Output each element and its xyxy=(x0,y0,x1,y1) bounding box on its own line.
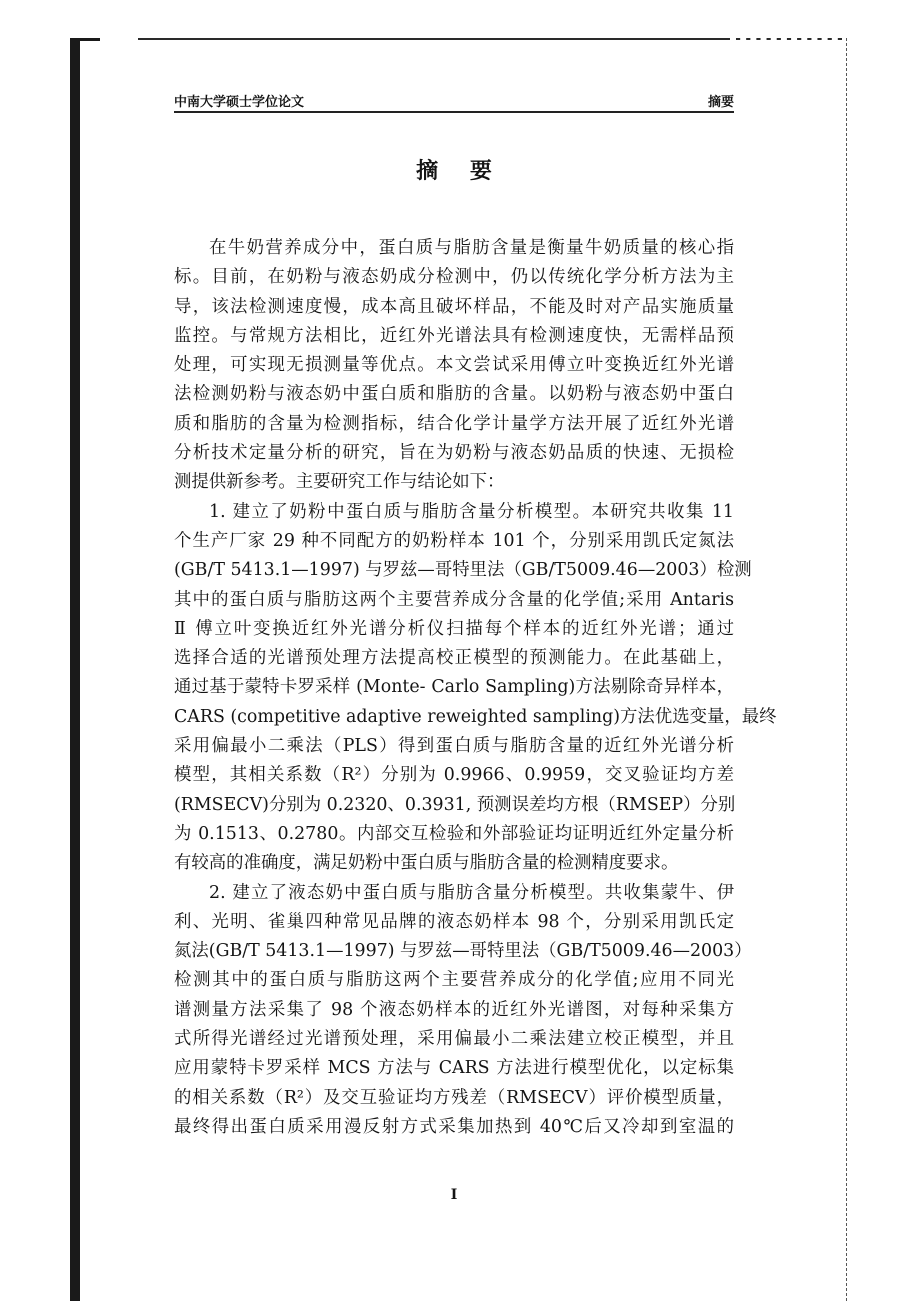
scan-edge-right xyxy=(846,38,847,1301)
page-title: 摘 要 xyxy=(416,158,504,184)
paragraph-2-line-3: (GB/T 5413.1—1997) 与罗兹—哥特里法（GB/T5009.46—2003）检测 xyxy=(174,560,752,581)
paragraph-2-line-12: 为 0.1513、0.2780。内部交互检验和外部验证均证明近红外定量分析 xyxy=(174,823,734,844)
paragraph-1-line-6: 法检测奶粉与液态奶中蛋白质和脂肪的含量。以奶粉与液态奶中蛋白 xyxy=(174,384,734,405)
paragraph-3-line-2: 利、光明、雀巢四种常见品牌的液态奶样本 98 个，分别采用凯氏定 xyxy=(174,911,734,932)
paragraph-2-line-2: 个生产厂家 29 种不同配方的奶粉样本 101 个，分别采用凯氏定氮法 xyxy=(174,530,734,551)
paragraph-3-line-9: 最终得出蛋白质采用漫反射方式采集加热到 40℃后又冷却到室温的 xyxy=(174,1116,734,1137)
paragraph-3-line-7: 应用蒙特卡罗采样 MCS 方法与 CARS 方法进行模型优化，以定标集 xyxy=(174,1058,734,1079)
paragraph-1-line-5: 处理，可实现无损测量等优点。本文尝试采用傅立叶变换近红外光谱 xyxy=(174,355,734,376)
paragraph-1-line-4: 监控。与常规方法相比，近红外光谱法具有检测速度快，无需样品预 xyxy=(174,325,734,346)
paragraph-3-line-1: 2. 建立了液态奶中蛋白质与脂肪含量分析模型。共收集蒙牛、伊 xyxy=(209,882,734,903)
paragraph-3-line-5: 谱测量方法采集了 98 个液态奶样本的近红外光谱图，对每种采集方 xyxy=(174,999,734,1020)
scan-edge-left xyxy=(70,38,80,1301)
paragraph-2-line-4: 其中的蛋白质与脂肪这两个主要营养成分含量的化学值;采用 Antaris xyxy=(174,589,734,610)
header-section-name: 摘要 xyxy=(707,95,734,110)
abstract-body xyxy=(174,234,777,1142)
scan-edge-left-top xyxy=(70,38,100,41)
paragraph-3-line-3: 氮法(GB/T 5413.1—1997) 与罗兹—哥特里法（GB/T5009.46—2003） xyxy=(174,941,752,962)
paragraph-2-line-6: 选择合适的光谱预处理方法提高校正模型的预测能力。在此基础上， xyxy=(174,648,734,669)
paragraph-1-line-1: 在牛奶营养成分中，蛋白质与脂肪含量是衡量牛奶质量的核心指 xyxy=(209,238,734,258)
page-number: I xyxy=(450,1187,458,1203)
header-thesis-title: 中南大学硕士学位论文 xyxy=(174,95,305,110)
paragraph-2-line-5: Ⅱ 傅立叶变换近红外光谱分析仪扫描每个样本的近红外光谱；通过 xyxy=(174,618,734,639)
paragraph-2-line-1: 1. 建立了奶粉中蛋白质与脂肪含量分析模型。本研究共收集 11 xyxy=(209,501,734,522)
paragraph-1-line-7: 质和脂肪的含量为检测指标，结合化学计量学方法开展了近红外光谱 xyxy=(174,413,734,434)
paragraph-1-line-3: 导，该法检测速度慢，成本高且破坏样品，不能及时对产品实施质量 xyxy=(174,296,734,317)
paragraph-2-line-10: 模型，其相关系数（R²）分别为 0.9966、0.9959，交叉验证均方差 xyxy=(174,765,734,786)
scan-edge-top-dashed xyxy=(730,38,848,40)
paragraph-2-line-11: (RMSECV)分别为 0.2320、0.3931, 预测误差均方根（RMSEP）分别 xyxy=(174,794,736,815)
paragraph-2-line-8: CARS (competitive adaptive reweighted sampling)方法优选变量，最终 xyxy=(174,706,777,727)
paragraph-3-line-4: 检测其中的蛋白质与脂肪这两个主要营养成分的化学值;应用不同光 xyxy=(174,970,734,991)
paragraph-2-line-13: 有较高的准确度，满足奶粉中蛋白质与脂肪含量的检测精度要求。 xyxy=(174,853,679,874)
paragraph-3-line-6: 式所得光谱经过光谱预处理，采用偏最小二乘法建立校正模型，并且 xyxy=(174,1029,734,1050)
paragraph-1-line-2: 标。目前，在奶粉与液态奶成分检测中，仍以传统化学分析方法为主 xyxy=(174,267,734,288)
running-header xyxy=(174,91,734,113)
paragraph-1-line-9: 测提供新参考。主要研究工作与结论如下： xyxy=(174,472,505,493)
paragraph-1-line-8: 分析技术定量分析的研究，旨在为奶粉与液态奶品质的快速、无损检 xyxy=(174,443,734,464)
paragraph-2-line-7: 通过基于蒙特卡罗采样 (Monte- Carlo Sampling)方法剔除奇异样本， xyxy=(174,677,734,698)
paragraph-3-line-8: 的相关系数（R²）及交互验证均方残差（RMSECV）评价模型质量， xyxy=(174,1087,734,1108)
paragraph-2-line-9: 采用偏最小二乘法（PLS）得到蛋白质与脂肪含量的近红外光谱分析 xyxy=(174,736,734,757)
